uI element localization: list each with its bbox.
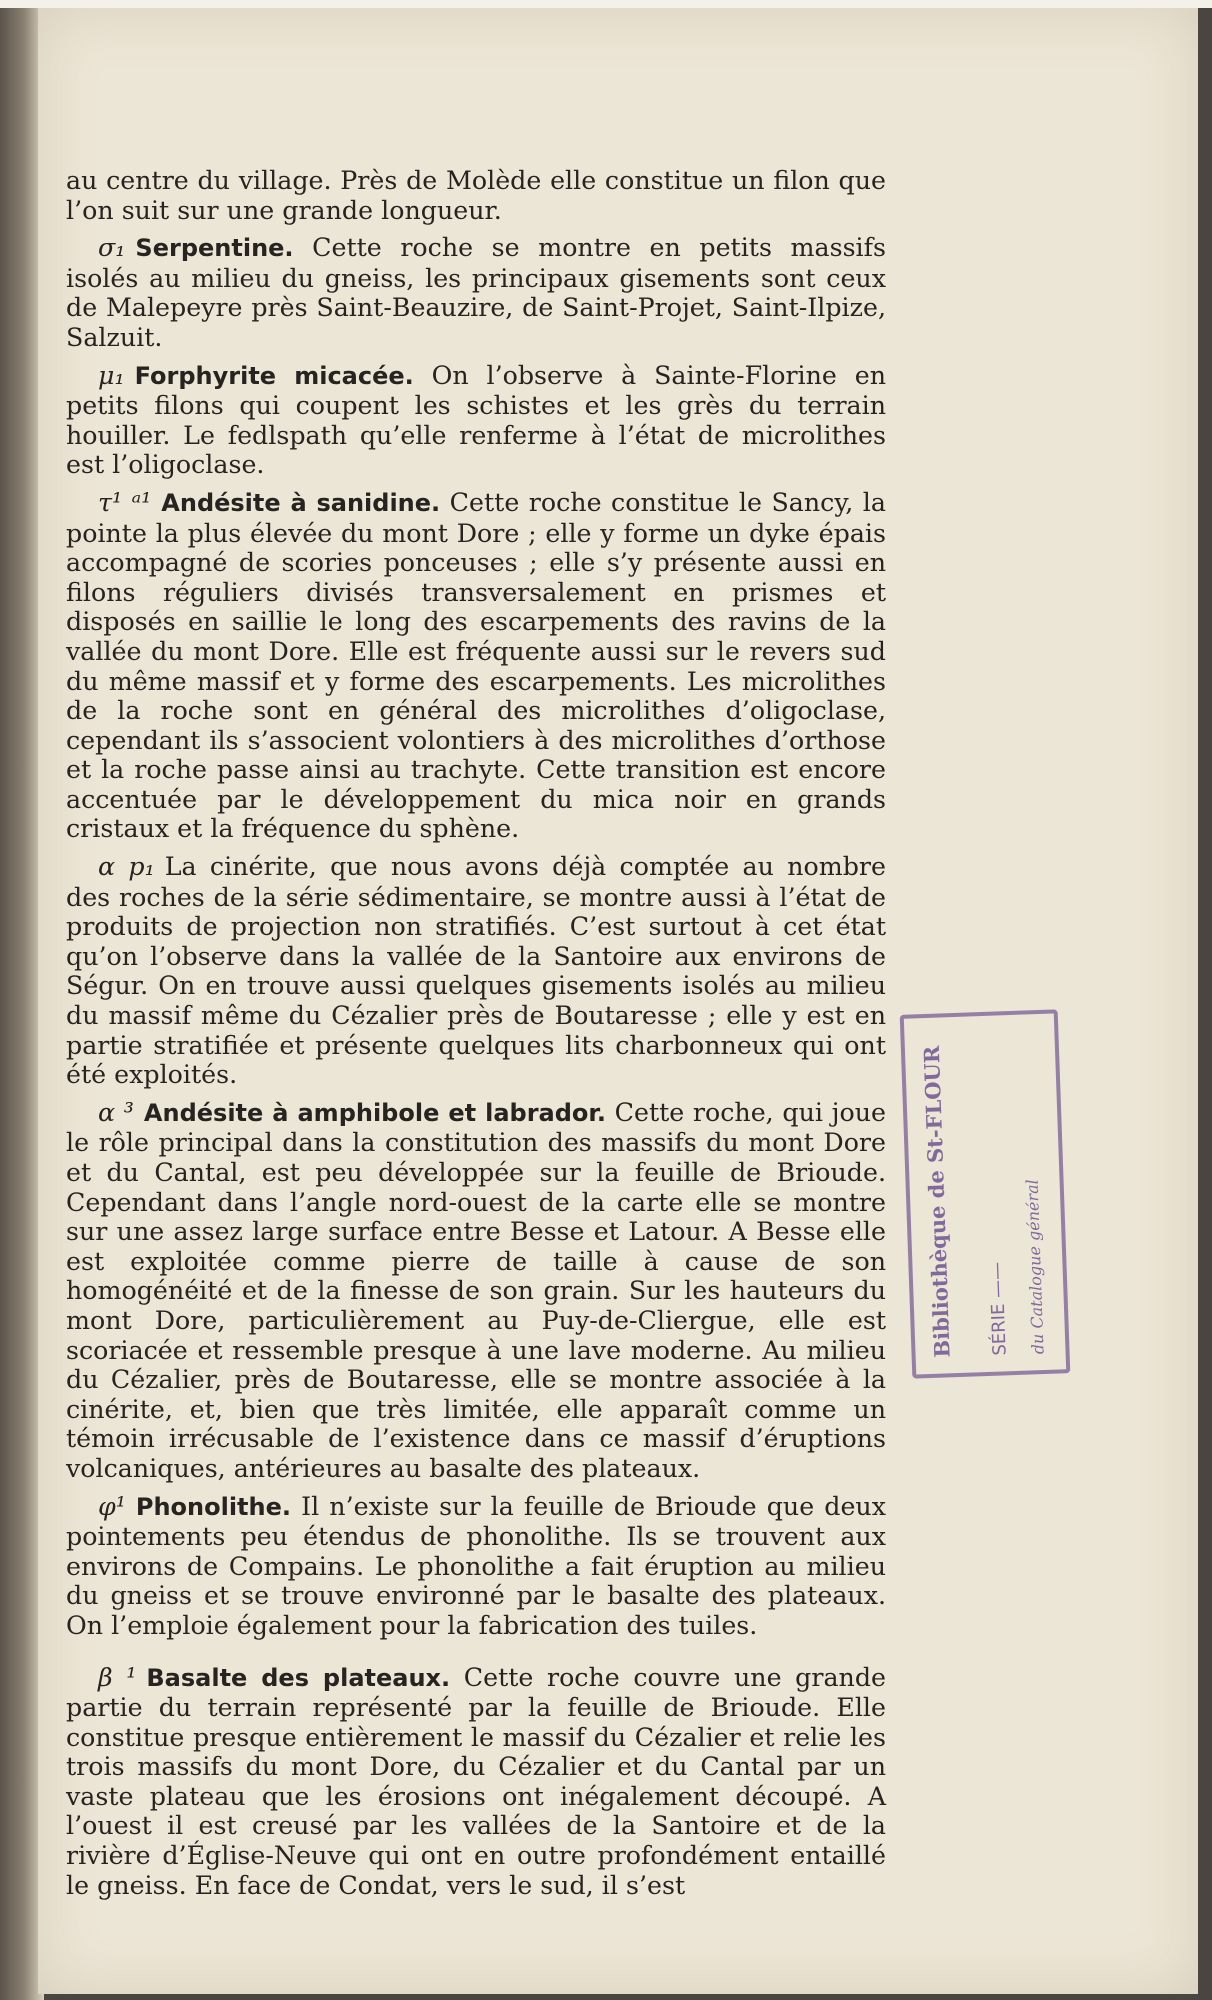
paragraph-andesite-amphibole bbox=[66, 1098, 886, 1484]
stamp-line-3: du Catalogue général bbox=[1022, 1178, 1048, 1355]
geologic-symbol: β ¹ bbox=[98, 1662, 137, 1692]
geologic-symbol: φ¹ bbox=[98, 1491, 126, 1521]
para-text: On l’observe à Sainte-Florine en petits filons qui coupent les schistes et les grès du terrain houiller. Le fedlspath qu’elle renferme à l’état de microlithes est l’oligoclase. bbox=[66, 360, 886, 480]
para-text: Cette roche constitue le Sancy, la pointe la plus élevée du mont Dore ; elle y forme un dyke épais accompagné de scories ponceuses ; elle s’y présente aussi en filons réguliers divisés transversalement en prismes et disposés en saillie le long des escarpements des ravins de la vallée du mont Dore. Elle est fréquente aussi sur le revers sud du même massif et y forme des escarpements. Les microlithes de la roche sont en général des microlithes d’oligoclase, cependant ils s’associent volontiers à des microlithes d’orthose et la roche passe ainsi au trachyte. Cette transition est encore accentuée par le développement du mica noir en grands cristaux et la fréquence du sphène. bbox=[66, 487, 886, 844]
geologic-symbol: τ¹ ᵃ¹ bbox=[98, 487, 152, 517]
rock-term: Basalte des plateaux. bbox=[146, 1663, 451, 1692]
paragraph-0 bbox=[66, 166, 886, 225]
rock-term: Andésite à amphibole et labrador. bbox=[143, 1098, 606, 1127]
para-text: Cette roche couvre une grande partie du terrain représenté par la feuille de Brioude. Elle constitue presque entièrement le massif du Cézalier et relie les trois massifs du mont Dore, du Cézalier et du Cantal par un vaste plateau que les érosions ont inégalement découpé. A l’ouest il est creusé par les vallées de la Santoire et de la rivière d’Église-Neuve qui ont en outre profondément entaillé le gneiss. En face de Condat, vers le sud, il s’est bbox=[66, 1662, 886, 1900]
library-stamp bbox=[900, 1009, 1071, 1378]
page-top-edge bbox=[0, 0, 1212, 8]
paragraph-serpentine bbox=[66, 233, 886, 352]
paragraph-cinerite bbox=[66, 852, 886, 1090]
para-text: Il n’existe sur la feuille de Brioude que deux pointements peu étendus de phonolithe. Ils se trouvent aux environs de Compains. Le phonolithe a fait éruption au milieu du gneiss et se trouve environné par le basalte des plateaux. On l’emploie également pour la fabrication des tuiles. bbox=[66, 1491, 886, 1640]
stamp-line-2: SÉRIE —— bbox=[986, 1261, 1011, 1356]
rock-term: Phonolithe. bbox=[135, 1492, 292, 1521]
geologic-symbol: α p₁ bbox=[98, 852, 155, 882]
para-text: La cinérite, que nous avons déjà comptée au nombre des roches de la série sédimentaire, se montre aussi à l’état de produits de projection non stratifiés. C’est surtout à cet état qu’on l’observe dans la vallée de la Santoire aux environs de Ségur. On en trouve aussi quelques gisements isolés au milieu du massif même du Cézalier près de Boutaresse ; elle y est en partie stratifiée et présente quelques lits charbonneux qui ont été exploités. bbox=[66, 852, 886, 1090]
geologic-symbol: μ₁ bbox=[98, 360, 125, 390]
paragraph-porphyrite bbox=[66, 361, 886, 480]
paragraph-basalte bbox=[66, 1663, 886, 1901]
para-text: au centre du village. Près de Molède elle constitue un filon que l’on suit sur une grande longueur. bbox=[66, 166, 886, 225]
body-text bbox=[66, 166, 886, 1908]
rock-term: Andésite à sanidine. bbox=[161, 488, 441, 517]
rock-term: Forphyrite micacée. bbox=[134, 361, 414, 390]
rock-term: Serpentine. bbox=[135, 234, 294, 263]
geologic-symbol: α ³ bbox=[98, 1097, 134, 1127]
para-text: Cette roche se montre en petits massifs isolés au milieu du gneiss, les principaux gisements sont ceux de Malepeyre près Saint-Beauzire, de Saint-Projet, Saint-Ilpize, Salzuit. bbox=[66, 233, 886, 352]
para-text: Cette roche, qui joue le rôle principal dans la constitution des massifs du mont Dore et du Cantal, est peu développée sur la feuille de Brioude. Cependant dans l’angle nord-ouest de la carte elle se montre sur une assez large surface entre Besse et Latour. A Besse elle est exploitée comme pierre de taille à cause de son homogénéité et de la finesse de son grain. Sur les hauteurs du mont Dore, particulièrement au Puy-de-Cliergue, elle est scoriacée et ressemble presque à une lave moderne. Au milieu du Cézalier, près de Boutaresse, elle se montre associée à la cinérite, et, bien que très limitée, elle apparaît comme un témoin irrécusable de l’existence dans ce massif d’éruptions volcaniques, antérieures au basalte des plateaux. bbox=[66, 1097, 887, 1483]
stamp-line-1: Bibliothèque de St-FLOUR bbox=[918, 1045, 955, 1359]
paragraph-andesite-sanidine bbox=[66, 488, 886, 844]
geologic-symbol: σ₁ bbox=[98, 233, 126, 263]
paragraph-phonolithe bbox=[66, 1492, 886, 1641]
